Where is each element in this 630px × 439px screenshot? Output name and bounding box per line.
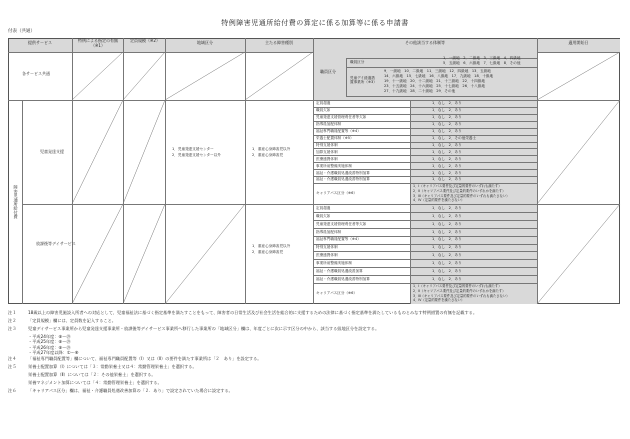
note-line: 注１ 18歳以上の障害児施設入所者への対応として、児童福祉法に基づく指定基準を満たすことをもって、障害者の日常生活及び社会生活を総合的に支援するための法律に基づく指定基準を満たしているものとみなす特例措置の有無を記載する。 <box>8 310 478 315</box>
item-label: 福祉・介護職員処遇改善特別加算 <box>316 276 370 281</box>
item-options[interactable]: 1．なし 2．あり <box>432 177 462 182</box>
item-label: 指導員加配体制 <box>316 122 342 127</box>
note-line: 注３ 児童デイサービス事業所から児童発達支援事業所・放課後等デイサービス事業所へ移行した事業所の「地域区分」欄は、年度ごとに次に示す区分の中から、該当する級地区分を設定する。 <box>8 326 380 331</box>
header-service: 提供サービス <box>28 40 52 45</box>
class-row: 19．十一級地 20．十二級地 21．十三級地 22．十四級地 <box>384 79 485 83</box>
block1-service: 児童発達支援 <box>40 149 64 154</box>
class-row: 27．十九級地 28．二十級地 29．その他 <box>384 89 456 93</box>
region-option: 2．児童発達支援センター以外 <box>172 153 221 157</box>
item-label: 事業所前整備実施体制 <box>316 163 352 168</box>
item-options[interactable]: 1．なし 2．あり <box>432 213 462 218</box>
class-row: 23．十五級地 24．十六級地 25．十七級地 26．十八級地 <box>384 84 485 88</box>
item-label: 加算支援体制 <box>316 149 338 154</box>
region-option: 1．児童発達支援センター <box>172 147 214 151</box>
common-service: 各サービス共通 <box>22 71 50 76</box>
item-label: 医療連携体制 <box>316 156 338 161</box>
item-label: 児童発達支援管理責任者等欠如 <box>316 115 367 120</box>
item-label: 事業所前整備実施体制 <box>316 261 352 266</box>
item-label: キャリアパス区分（※6） <box>316 191 357 196</box>
grade-row: 1．一級地 2．二級地 3．三級地 4．四級地 <box>443 56 521 60</box>
item-options[interactable]: 1．なし 2．あり <box>432 205 462 210</box>
item-options[interactable]: 1．なし 2．あり <box>432 221 462 226</box>
disability-option: 2．重症心身障害児 <box>252 250 284 254</box>
header-region: 地域区分 <box>197 40 213 45</box>
item-label: キャリアパス区分（※6） <box>316 291 357 296</box>
item-label: 児童発達支援管理責任者等欠如 <box>316 221 367 226</box>
item-options[interactable]: 1．なし 2．あり <box>432 129 462 134</box>
class-row: 14．六級地 15．七級地 16．八級地 17．九級地 18．十級地 <box>384 74 494 78</box>
career-option[interactable]: 3．Ⅲ（キャリアパス要件及び定量的要件のいずれも満たさない） <box>413 293 510 298</box>
item-options[interactable]: 1．なし 2．あり <box>432 156 462 161</box>
item-label: 栄養士配置体制（※5） <box>316 135 354 140</box>
item-label: 職員欠如 <box>316 108 331 113</box>
common-subitem-2: 児童デイ経過措置事業所（※3） <box>350 76 377 85</box>
item-options[interactable]: 1．なし 2．あり <box>432 170 462 175</box>
common-subitem-1: 職員区分 <box>350 60 365 64</box>
item-label: 定員超過 <box>316 101 331 106</box>
item-label: 定員超過 <box>316 205 331 210</box>
career-option[interactable]: 4．Ⅳ（定量的要件を満たさない） <box>413 298 465 303</box>
common-item-label: 職員区分 <box>320 69 336 74</box>
header-other: その他該当する体制等 <box>405 40 445 45</box>
note-line: 栄養マネジメント加算については「４：常勤管理栄養士」を選択する。 <box>28 379 162 385</box>
group-label: 障害児通所給付費 <box>13 185 19 219</box>
item-options[interactable]: 1．なし 2．その他栄養士 <box>432 135 477 140</box>
item-options[interactable]: 1．なし 2．あり <box>432 108 462 113</box>
item-label: 医療連携体制 <box>316 253 338 258</box>
item-options[interactable]: 1．なし 2．あり <box>432 261 462 266</box>
header-capacity: 定員規模（※2） <box>130 38 160 43</box>
item-options[interactable]: 1．なし 2．あり <box>432 101 462 106</box>
header-special: 特例による指定の有無（※1） <box>78 38 118 48</box>
note-line: 栄養士配置加算（Ⅱ）については「２：その他栄養士」を選択する。 <box>28 371 156 377</box>
note-line: ・平成26年度：⑨〜㉙ <box>28 344 71 350</box>
item-label: 職員欠如 <box>316 213 331 218</box>
annex-label: 付表（共通） <box>8 29 35 34</box>
item-options[interactable]: 1．なし 2．あり <box>432 142 462 147</box>
item-options[interactable]: 1．なし 2．あり <box>432 122 462 127</box>
note-line: ・平成25年度：⑨〜㉙ <box>28 339 71 345</box>
item-options[interactable]: 1．なし 2．あり <box>432 276 462 281</box>
grade-row: 5．五級地 6．六級地 7．七級地 8．その他 <box>443 61 521 65</box>
disability-option: 1．重症心身障害児以外 <box>252 244 291 248</box>
item-label: 福祉専門職員配置等（※4） <box>316 237 361 242</box>
disability-option: 1．重症心身障害児以外 <box>252 147 291 151</box>
form-title: 特例障害児通所給付費の算定に係る加算等に係る申請書 <box>221 19 409 27</box>
item-options[interactable]: 1．なし 2．あり <box>432 163 462 168</box>
item-label: 福祉・介護職員処遇改善加算 <box>316 269 363 274</box>
item-label: 指導員加配体制 <box>316 229 342 234</box>
note-line: 注５ 栄養士配置加算（Ⅰ）については「３：常勤栄養士又は４：常勤管理栄養士」を選択する。 <box>8 363 197 369</box>
item-options[interactable]: 1．なし 2．あり <box>432 149 462 154</box>
item-options[interactable]: 1．なし 2．あり <box>432 253 462 258</box>
item-label: 福祉専門職員配置等（※4） <box>316 129 361 134</box>
item-options[interactable]: 1．なし 2．あり <box>432 115 462 120</box>
career-option[interactable]: 2．Ⅱ（キャリアパス要件及び定量的要件のいずれかを満たす） <box>413 288 506 293</box>
note-line: ・平成24年度：⑨〜㉙ <box>28 334 71 339</box>
item-label: 福祉・介護職員処遇改善特別加算 <box>316 170 370 175</box>
item-options[interactable]: 1．なし 2．あり <box>432 237 462 242</box>
item-options[interactable]: 1．なし 2．あり <box>432 229 462 234</box>
item-label: 特別支援体制 <box>316 245 338 250</box>
item-options[interactable]: 1．なし 2．あり <box>432 245 462 250</box>
career-option[interactable]: 2．Ⅱ（キャリアパス要件及び定量的要件のいずれかを満たす） <box>413 188 506 193</box>
item-label: 福祉・介護職員処遇改善特別加算 <box>316 177 370 182</box>
career-option[interactable]: 1．Ⅰ（キャリアパス要件及び定量的要件のいずれも満たす） <box>413 284 502 288</box>
note-line: 注２ 「定員規模」欄には、定員数を記入すること。 <box>8 318 116 323</box>
header-date: 適用開始日 <box>568 40 589 45</box>
note-line: 注４ 「福祉専門職員配置等」欄について、福祉専門職員配置等（Ⅰ）又は（Ⅱ）の要件を満たす事業所は「２ あり」を設定する。 <box>8 355 262 361</box>
note-line: 注６ 「キャリアパス区分」欄は、福祉・介護職員処遇改善加算の「２．あり」で設定されていた場合に設定する。 <box>8 387 233 393</box>
note-line: ・平成27年度以降：①〜⑧ <box>28 350 79 356</box>
class-row: 9．一級地 10．二級地 11．三級地 12．四級地 13．五級地 <box>384 69 491 73</box>
disability-option: 2．重症心身障害児 <box>252 153 284 157</box>
career-option[interactable]: 4．Ⅳ（定量的要件を満たさない） <box>413 198 465 203</box>
header-disability: 主たる障害種別 <box>265 40 293 45</box>
career-option[interactable]: 1．Ⅰ（キャリアパス要件及び定量的要件のいずれも満たす） <box>413 184 502 188</box>
block2-service: 放課後等デイサービス <box>36 241 76 246</box>
item-label: 特別支援体制 <box>316 142 338 147</box>
career-option[interactable]: 3．Ⅲ（キャリアパス要件及び定量的要件のいずれも満たさない） <box>413 193 510 198</box>
item-options[interactable]: 1．なし 2．あり <box>432 269 462 274</box>
